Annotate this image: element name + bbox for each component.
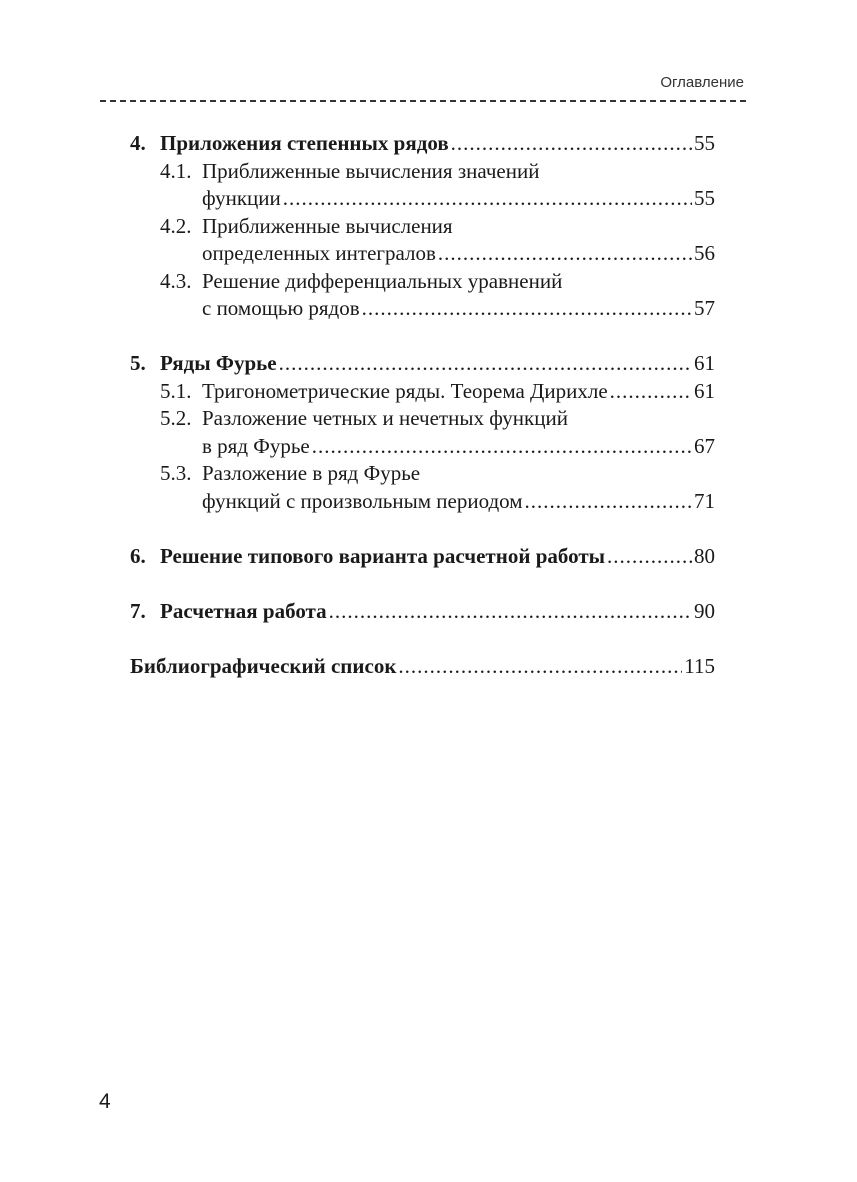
spacer — [130, 625, 715, 653]
entry-title: Разложение в ряд Фурье — [202, 461, 421, 485]
spacer — [130, 515, 715, 543]
toc-entry-chapter-7[interactable] — [130, 598, 715, 626]
header-divider — [100, 100, 746, 102]
entry-page: 71 — [694, 488, 715, 513]
toc-entry-5-3[interactable] — [130, 460, 715, 488]
entry-title-continued: функций с произвольным периодом — [202, 488, 523, 513]
entry-number: 5.2. — [160, 406, 192, 430]
dot-leader — [279, 350, 692, 378]
dot-leader — [525, 488, 692, 516]
entry-title-continued: в ряд Фурье — [202, 433, 310, 458]
entry-title-continued: функции — [202, 186, 281, 210]
dot-leader — [283, 185, 692, 213]
entry-page: 56 — [694, 241, 715, 265]
entry-number: 4.2. — [160, 213, 192, 238]
dot-leader — [362, 295, 692, 323]
toc-entry-5-3-continued[interactable] — [130, 488, 715, 516]
entry-number: 5. — [130, 351, 146, 375]
entry-page: 115 — [684, 653, 715, 678]
entry-page: 55 — [694, 186, 715, 210]
entry-title: Разложение четных и нечетных функций — [202, 406, 568, 430]
entry-title: Приближенные вычисления — [202, 213, 453, 238]
toc-entry-5-1[interactable] — [130, 378, 715, 406]
entry-page: 57 — [694, 296, 715, 320]
entry-number: 4.3. — [160, 268, 192, 293]
entry-page: 55 — [694, 131, 715, 155]
entry-title: Ряды Фурье — [160, 351, 277, 375]
toc-entry-4-2-continued[interactable] — [130, 240, 715, 268]
toc-entry-bibliography[interactable] — [130, 653, 715, 681]
toc-entry-chapter-4[interactable] — [130, 130, 715, 158]
toc-entry-4-1[interactable] — [130, 158, 715, 186]
entry-page: 67 — [694, 433, 715, 458]
entry-page: 61 — [694, 378, 715, 403]
entry-title-continued: определенных интегралов — [202, 241, 436, 265]
entry-number: 4. — [130, 131, 146, 155]
toc-entry-5-2[interactable] — [130, 405, 715, 433]
entry-page: 80 — [694, 543, 715, 568]
table-of-contents — [130, 130, 715, 680]
toc-entry-chapter-6[interactable] — [130, 543, 715, 571]
dot-leader — [398, 653, 682, 681]
entry-page: 90 — [694, 598, 715, 623]
entry-number: 4.1. — [160, 158, 192, 183]
entry-title: Расчетная работа — [160, 598, 327, 623]
entry-title: Приближенные вычисления значений — [202, 158, 540, 183]
entry-number: 7. — [130, 598, 146, 623]
entry-title: Библиографический список — [130, 653, 397, 678]
dot-leader — [438, 240, 692, 268]
dot-leader — [312, 433, 692, 461]
spacer — [130, 323, 715, 351]
toc-entry-4-1-continued[interactable] — [130, 185, 715, 213]
entry-title: Тригонометрические ряды. Теорема Дирихле — [202, 378, 608, 403]
dot-leader — [607, 543, 692, 571]
entry-number: 6. — [130, 543, 146, 568]
dot-leader — [329, 598, 692, 626]
dot-leader — [610, 378, 692, 406]
toc-entry-4-3[interactable] — [130, 268, 715, 296]
spacer — [130, 570, 715, 598]
toc-entry-4-3-continued[interactable] — [130, 295, 715, 323]
entry-number: 5.3. — [160, 461, 192, 485]
dot-leader — [451, 130, 692, 158]
toc-entry-chapter-5[interactable] — [130, 350, 715, 378]
entry-page: 61 — [694, 351, 715, 375]
entry-title: Решение типового варианта расчетной работы — [160, 543, 606, 568]
toc-entry-5-2-continued[interactable] — [130, 433, 715, 461]
entry-title: Решение дифференциальных уравнений — [202, 268, 563, 293]
toc-entry-4-2[interactable] — [130, 213, 715, 241]
entry-number: 5.1. — [160, 378, 192, 403]
entry-title-continued: с помощью рядов — [202, 296, 360, 320]
running-title: Оглавление — [660, 74, 744, 91]
entry-title: Приложения степенных рядов — [160, 131, 449, 155]
page-number: 4 — [99, 1090, 111, 1113]
